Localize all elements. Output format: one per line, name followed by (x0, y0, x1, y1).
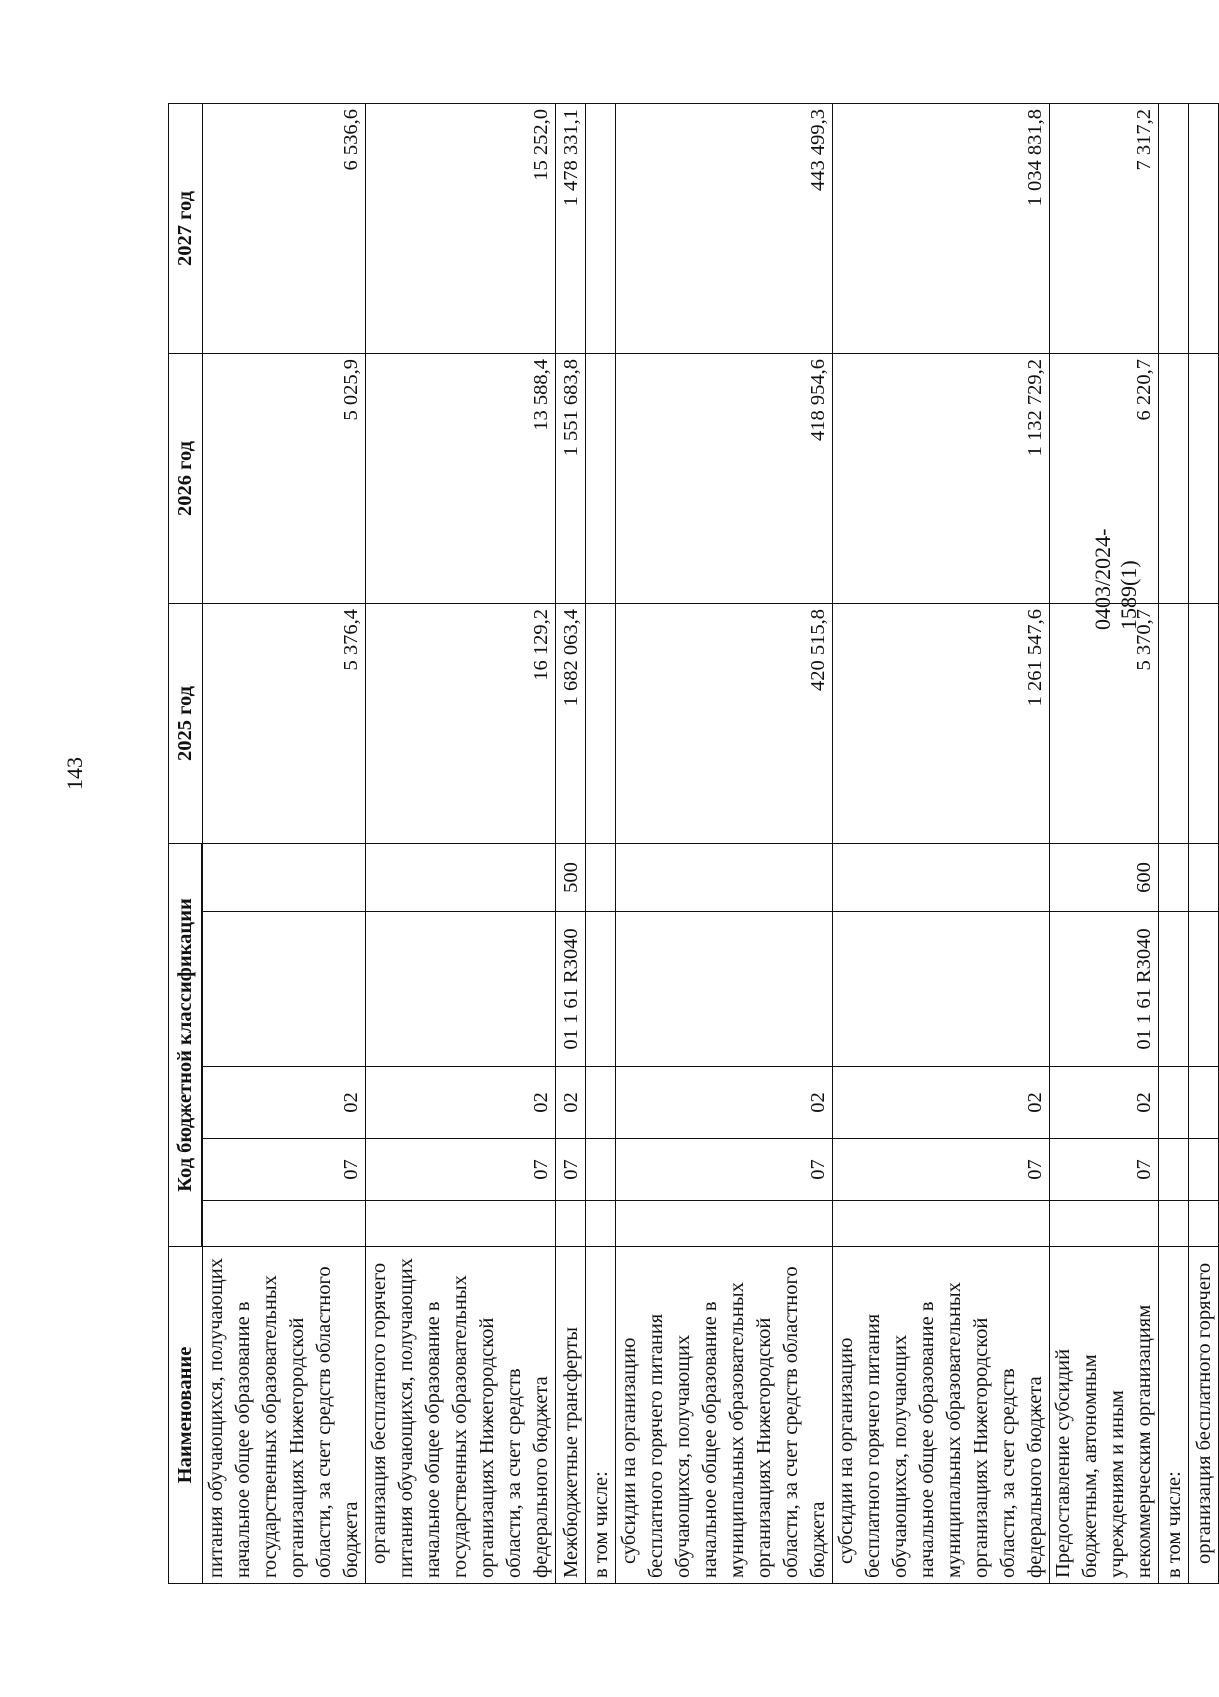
row-code-5 (366, 843, 556, 911)
document-code: 0403/2024-1589(1) (1090, 528, 1141, 630)
row-code-1 (203, 1201, 366, 1247)
table-row (1159, 103, 1189, 1583)
table-header-row (169, 103, 202, 1583)
row-code-2 (1159, 1139, 1189, 1201)
row-value-2026: 1 132 729,2 (833, 353, 1050, 603)
header-2027: 2027 год (169, 103, 203, 353)
row-code-2: 07 (366, 1139, 556, 1201)
table-row (1050, 103, 1159, 1583)
row-code-1 (833, 1201, 1050, 1247)
row-code-4: 01 1 61 R3040 (556, 912, 586, 1067)
row-code-3 (586, 1067, 616, 1139)
row-value-2026: 13 588,4 (366, 353, 556, 603)
row-value-2025: 420 515,8 (616, 603, 833, 843)
row-value-2025: 1 682 063,4 (556, 603, 586, 843)
row-code-3 (1189, 1067, 1219, 1139)
row-name: организация бесплатного горячего (1189, 1247, 1219, 1584)
row-name: в том числе: (1159, 1247, 1189, 1584)
row-code-2 (1189, 1139, 1219, 1201)
row-code-3: 02 (1050, 1067, 1159, 1139)
row-code-3: 02 (616, 1067, 833, 1139)
budget-table (168, 103, 1219, 1584)
table-row (833, 103, 1050, 1583)
row-code-2: 07 (556, 1139, 586, 1201)
row-value-2025: 16 129,2 (366, 603, 556, 843)
row-code-4 (366, 912, 556, 1067)
row-code-5 (586, 843, 616, 911)
row-name: Предоставление субсидий бюджетным, автономным учреждениям и иным некоммерческим организациям (1050, 1247, 1159, 1584)
page-number: 143 (62, 757, 87, 790)
row-value-2027 (586, 103, 616, 353)
row-code-1 (616, 1201, 833, 1247)
row-code-4 (616, 912, 833, 1067)
row-name: Межбюджетные трансферты (556, 1247, 586, 1584)
row-code-4 (203, 912, 366, 1067)
row-code-5 (833, 843, 1050, 911)
row-code-2 (586, 1139, 616, 1201)
row-code-5: 600 (1050, 843, 1159, 911)
row-code-1 (556, 1201, 586, 1247)
row-code-2: 07 (833, 1139, 1050, 1201)
row-value-2027: 6 536,6 (203, 103, 366, 353)
row-code-3: 02 (556, 1067, 586, 1139)
table-row (203, 103, 366, 1583)
row-value-2026: 1 551 683,8 (556, 353, 586, 603)
row-value-2025: 5 376,4 (203, 603, 366, 843)
table-row (616, 103, 833, 1583)
row-value-2027: 15 252,0 (366, 103, 556, 353)
row-code-3: 02 (366, 1067, 556, 1139)
row-name: в том числе: (586, 1247, 616, 1584)
row-code-5 (203, 843, 366, 911)
header-name: Наименование (169, 1247, 203, 1584)
row-code-4 (1189, 912, 1219, 1067)
header-2025: 2025 год (169, 603, 203, 843)
row-value-2026: 5 025,9 (203, 353, 366, 603)
row-value-2026: 6 220,7 (1050, 353, 1159, 603)
row-code-5 (1189, 843, 1219, 911)
row-value-2025 (1159, 603, 1189, 843)
row-value-2025: 1 261 547,6 (833, 603, 1050, 843)
row-value-2025 (1189, 603, 1219, 843)
row-code-4 (833, 912, 1050, 1067)
row-code-1 (586, 1201, 616, 1247)
row-value-2026 (1189, 353, 1219, 603)
row-value-2026 (1159, 353, 1189, 603)
row-value-2027 (1189, 103, 1219, 353)
header-2026: 2026 год (169, 353, 203, 603)
row-value-2025 (586, 603, 616, 843)
row-value-2027: 443 499,3 (616, 103, 833, 353)
row-code-3: 02 (833, 1067, 1050, 1139)
row-value-2027 (1159, 103, 1189, 353)
row-code-1 (366, 1201, 556, 1247)
row-value-2027: 1 478 331,1 (556, 103, 586, 353)
row-code-2: 07 (616, 1139, 833, 1201)
row-value-2025: 5 370,7 (1050, 603, 1159, 843)
row-code-1 (1159, 1201, 1189, 1247)
row-code-4 (1159, 912, 1189, 1067)
row-name: субсидии на организацию бесплатного горячего питания обучающихся, получающих начальное общее образование в муниципальных образовательных организациях Нижегородской области, за счет средств областного бюджета (616, 1247, 833, 1584)
row-name: субсидии на организацию бесплатного горячего питания обучающихся, получающих начальное общее образование в муниципальных образовательных организациях Нижегородской области, за счет средств федерального бюджета (833, 1247, 1050, 1584)
row-code-5 (616, 843, 833, 911)
header-code: Код бюджетной классификации (169, 843, 202, 1246)
row-code-4 (586, 912, 616, 1067)
table-row (586, 103, 616, 1583)
row-code-2: 07 (1050, 1139, 1159, 1201)
row-value-2026 (586, 353, 616, 603)
row-code-1 (1189, 1201, 1219, 1247)
row-code-3 (1159, 1067, 1189, 1139)
row-value-2026: 418 954,6 (616, 353, 833, 603)
row-name: питания обучающихся, получающих начальное общее образование в государственных образовательных организациях Нижегородской области, за счет средств областного бюджета (203, 1247, 366, 1584)
row-value-2027: 1 034 831,8 (833, 103, 1050, 353)
row-code-4: 01 1 61 R3040 (1050, 912, 1159, 1067)
table-row (366, 103, 556, 1583)
row-code-5: 500 (556, 843, 586, 911)
row-value-2027: 7 317,2 (1050, 103, 1159, 353)
row-name: организация бесплатного горячего питания обучающихся, получающих начальное общее образование в государственных образовательных организациях Нижегородской области, за счет средств федерального бюджета (366, 1247, 556, 1584)
table-row (1189, 103, 1219, 1583)
row-code-2: 07 (203, 1139, 366, 1201)
row-code-3: 02 (203, 1067, 366, 1139)
row-code-5 (1159, 843, 1189, 911)
table-row (556, 103, 586, 1583)
row-code-1 (1050, 1201, 1159, 1247)
